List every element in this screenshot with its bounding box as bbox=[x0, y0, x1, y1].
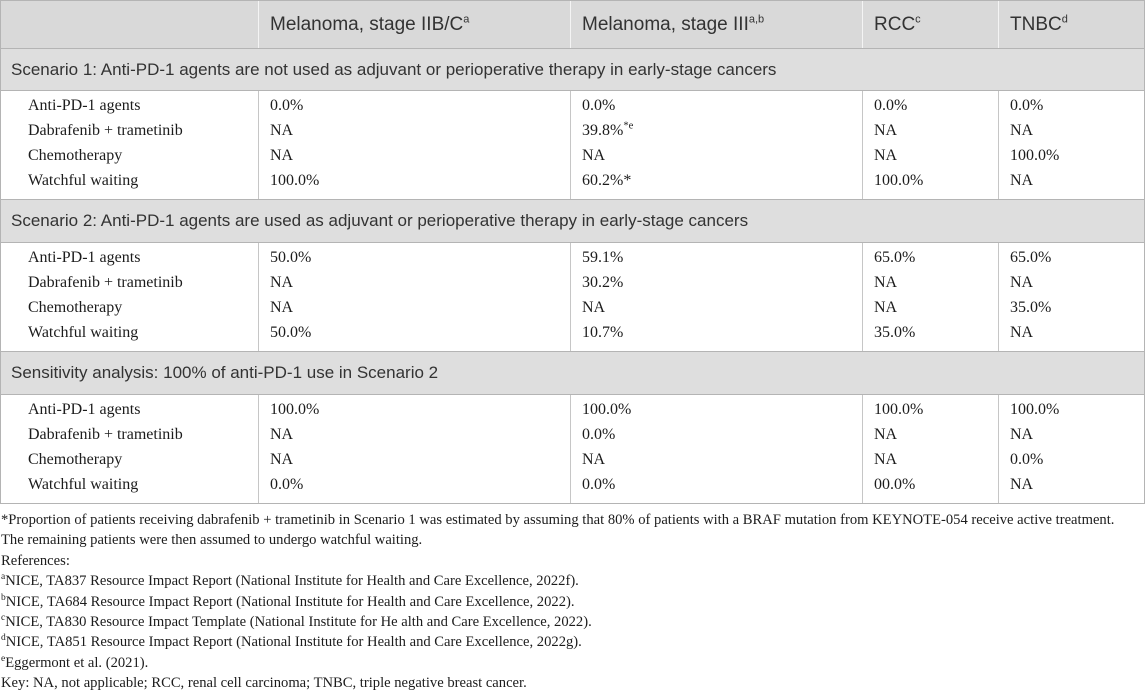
cell-tnbc: NA bbox=[998, 320, 1144, 351]
cell-melanoma-stage-iib-c: 100.0% bbox=[258, 395, 570, 422]
cell-rcc: NA bbox=[862, 143, 998, 168]
column-header-label: Melanoma, stage III bbox=[582, 14, 749, 35]
footnote-marker: a bbox=[463, 13, 470, 26]
cell-rcc: 00.0% bbox=[862, 472, 998, 503]
column-header-melanoma-stage-iib-c bbox=[258, 1, 570, 48]
cell-rcc: 65.0% bbox=[862, 243, 998, 270]
table-header-row bbox=[1, 1, 1144, 48]
cell-tnbc: 0.0% bbox=[998, 91, 1144, 118]
cell-melanoma-stage-iib-c: NA bbox=[258, 143, 570, 168]
cell-rcc: NA bbox=[862, 118, 998, 143]
section-body-scenario-1 bbox=[1, 91, 1144, 199]
section-header-scenario-2: Scenario 2: Anti-PD-1 agents are used as adjuvant or perioperative therapy in early-stage cancers bbox=[1, 199, 1144, 243]
footnote-marker: *e bbox=[623, 120, 634, 132]
table-row bbox=[1, 447, 1144, 472]
reference-marker: c bbox=[1, 613, 6, 624]
cell-melanoma-stage-iii: NA bbox=[570, 143, 862, 168]
references-label: References: bbox=[1, 552, 70, 569]
table-row bbox=[1, 143, 1144, 168]
row-label: Anti-PD-1 agents bbox=[28, 97, 141, 114]
cell-melanoma-stage-iib-c: NA bbox=[258, 447, 570, 472]
cell-tnbc: NA bbox=[998, 472, 1144, 503]
section-body-sensitivity-analysis bbox=[1, 395, 1144, 503]
reference-item bbox=[1, 592, 1145, 612]
reference-marker: e bbox=[1, 653, 6, 664]
row-label: Anti-PD-1 agents bbox=[28, 401, 141, 418]
table-row bbox=[1, 395, 1144, 422]
footnote-marker: d bbox=[1061, 13, 1068, 26]
cell-melanoma-stage-iib-c: 100.0% bbox=[258, 168, 570, 199]
cell-rcc: NA bbox=[862, 447, 998, 472]
table-row bbox=[1, 118, 1144, 143]
reference-marker: d bbox=[1, 633, 6, 644]
cell-melanoma-stage-iii: 30.2% bbox=[570, 270, 862, 295]
cell-rcc: NA bbox=[862, 270, 998, 295]
row-label: Watchful waiting bbox=[28, 172, 139, 189]
row-label: Anti-PD-1 agents bbox=[28, 249, 141, 266]
footnote-marker: c bbox=[915, 13, 921, 26]
cell-melanoma-stage-iib-c: NA bbox=[258, 422, 570, 447]
cell-tnbc: 0.0% bbox=[998, 447, 1144, 472]
cell-tnbc: NA bbox=[998, 118, 1144, 143]
reference-item bbox=[1, 653, 1145, 673]
cell-tnbc: NA bbox=[998, 422, 1144, 447]
cell-value: 39.8% bbox=[582, 122, 624, 139]
footnote-asterisk-continued: The remaining patients were then assumed to undergo watchful waiting. bbox=[1, 532, 423, 549]
section-header-scenario-1: Scenario 1: Anti-PD-1 agents are not used as adjuvant or perioperative therapy in early-stage cancers bbox=[1, 48, 1144, 91]
row-label: Dabrafenib + trametinib bbox=[28, 122, 183, 139]
section-body-scenario-2 bbox=[1, 243, 1144, 351]
cell-melanoma-stage-iii: 59.1% bbox=[570, 243, 862, 270]
footnote-marker: a,b bbox=[748, 13, 765, 26]
footnote-key: Key: NA, not applicable; RCC, renal cell carcinoma; TNBC, triple negative breast cancer. bbox=[1, 675, 527, 692]
cell-rcc: 0.0% bbox=[862, 91, 998, 118]
cell-melanoma-stage-iii: 60.2%* bbox=[570, 168, 862, 199]
reference-marker: a bbox=[1, 572, 6, 583]
cell-melanoma-stage-iib-c: NA bbox=[258, 270, 570, 295]
cell-melanoma-stage-iii: 100.0% bbox=[570, 395, 862, 422]
column-header-treatment bbox=[1, 1, 258, 48]
table-row bbox=[1, 422, 1144, 447]
cell-melanoma-stage-iib-c: NA bbox=[258, 118, 570, 143]
cell-melanoma-stage-iib-c: 0.0% bbox=[258, 91, 570, 118]
column-header-tnbc bbox=[998, 1, 1144, 48]
cell-melanoma-stage-iii: NA bbox=[570, 447, 862, 472]
row-label: Watchful waiting bbox=[28, 476, 139, 493]
cell-melanoma-stage-iii bbox=[570, 118, 862, 143]
cell-melanoma-stage-iii: 0.0% bbox=[570, 422, 862, 447]
cell-melanoma-stage-iii: NA bbox=[570, 295, 862, 320]
row-label: Chemotherapy bbox=[28, 451, 123, 468]
cell-melanoma-stage-iib-c: 50.0% bbox=[258, 243, 570, 270]
reference-text: NICE, TA851 Resource Impact Report (National Institute for Health and Care Excellence, 2022g). bbox=[5, 634, 582, 651]
cell-tnbc: 65.0% bbox=[998, 243, 1144, 270]
reference-text: Eggermont et al. (2021). bbox=[5, 654, 149, 671]
row-label: Chemotherapy bbox=[28, 147, 123, 164]
reference-text: NICE, TA684 Resource Impact Report (National Institute for Health and Care Excellence, 2022). bbox=[5, 593, 575, 610]
cell-rcc: 100.0% bbox=[862, 395, 998, 422]
reference-item bbox=[1, 632, 1145, 652]
reference-item bbox=[1, 612, 1145, 632]
column-header-melanoma-stage-iii bbox=[570, 1, 862, 48]
table-row bbox=[1, 472, 1144, 503]
cell-melanoma-stage-iib-c: 50.0% bbox=[258, 320, 570, 351]
row-label: Dabrafenib + trametinib bbox=[28, 426, 183, 443]
table-row bbox=[1, 91, 1144, 118]
table-row bbox=[1, 295, 1144, 320]
section-header-sensitivity-analysis: Sensitivity analysis: 100% of anti-PD-1 use in Scenario 2 bbox=[1, 351, 1144, 395]
cell-rcc: 35.0% bbox=[862, 320, 998, 351]
table-row bbox=[1, 270, 1144, 295]
cell-melanoma-stage-iib-c: NA bbox=[258, 295, 570, 320]
cell-rcc: NA bbox=[862, 422, 998, 447]
table-row bbox=[1, 243, 1144, 270]
column-header-label: RCC bbox=[874, 14, 916, 35]
row-label: Dabrafenib + trametinib bbox=[28, 274, 183, 291]
cell-tnbc: 100.0% bbox=[998, 143, 1144, 168]
table-row bbox=[1, 168, 1144, 199]
column-header-rcc bbox=[862, 1, 998, 48]
cell-melanoma-stage-iii: 0.0% bbox=[570, 91, 862, 118]
footnote-asterisk: *Proportion of patients receiving dabrafenib + trametinib in Scenario 1 was estimated by assuming that 80% of patients with a BRAF mutation from KEYNOTE-054 receive active treatment. bbox=[1, 512, 1115, 528]
table-footnotes bbox=[0, 510, 1145, 694]
cell-tnbc: NA bbox=[998, 270, 1144, 295]
cell-rcc: 100.0% bbox=[862, 168, 998, 199]
reference-text: NICE, TA830 Resource Impact Template (National Institute for He alth and Care Excellence, 2022). bbox=[5, 613, 592, 630]
reference-marker: b bbox=[1, 592, 6, 603]
cell-melanoma-stage-iib-c: 0.0% bbox=[258, 472, 570, 503]
reference-item bbox=[1, 571, 1145, 591]
cell-tnbc: 100.0% bbox=[998, 395, 1144, 422]
column-header-label: Melanoma, stage IIB/C bbox=[270, 14, 464, 35]
reference-text: NICE, TA837 Resource Impact Report (National Institute for Health and Care Excellence, 2022f). bbox=[5, 573, 579, 590]
cell-tnbc: NA bbox=[998, 168, 1144, 199]
cell-melanoma-stage-iii: 0.0% bbox=[570, 472, 862, 503]
cell-tnbc: 35.0% bbox=[998, 295, 1144, 320]
cell-melanoma-stage-iii: 10.7% bbox=[570, 320, 862, 351]
column-header-label: TNBC bbox=[1010, 14, 1062, 35]
row-label: Watchful waiting bbox=[28, 324, 139, 341]
cell-rcc: NA bbox=[862, 295, 998, 320]
table-row bbox=[1, 320, 1144, 351]
row-label: Chemotherapy bbox=[28, 299, 123, 316]
